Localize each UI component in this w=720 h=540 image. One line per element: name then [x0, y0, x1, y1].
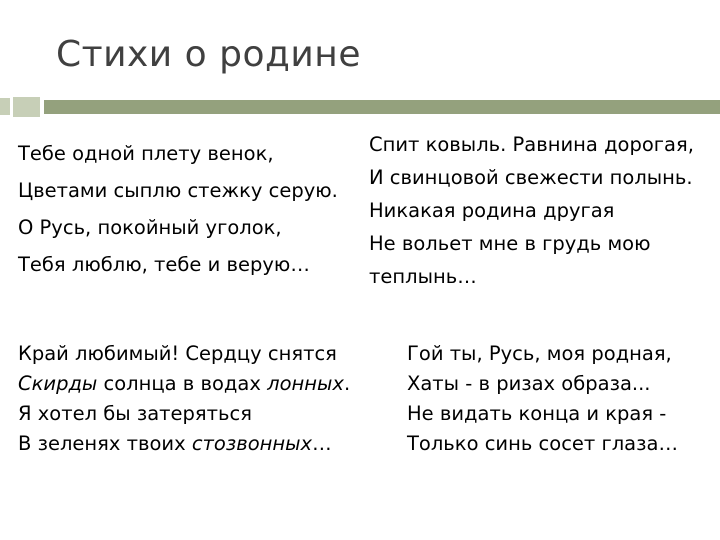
stanza-4 — [407, 339, 678, 459]
stanza-line: теплынь… — [369, 265, 477, 288]
text-run: Я хотел бы затеряться — [18, 402, 252, 425]
stanza-line: Никакая родина другая — [369, 199, 615, 222]
text-run: … — [312, 432, 332, 455]
italic-word: Скирды — [18, 372, 98, 395]
stanza-line — [18, 399, 350, 429]
stanza-line: Хаты - в ризах образа... — [407, 372, 651, 395]
slide-title: Стихи о родине — [56, 34, 361, 75]
text-run: солнца в водах — [97, 372, 268, 395]
stanza-2 — [369, 128, 694, 293]
stanza-line: Не вольет мне в грудь мою — [369, 232, 651, 255]
divider-light-block — [0, 98, 10, 115]
italic-word: лонных — [267, 372, 344, 395]
text-run: В зеленях твоих — [18, 432, 192, 455]
stanza-line — [18, 339, 350, 369]
stanza-line: О Русь, покойный уголок, — [18, 216, 282, 239]
stanza-3 — [18, 339, 350, 459]
divider-square — [13, 97, 40, 117]
text-run: Край любимый! Сердцу снятся — [18, 342, 337, 365]
title-divider — [0, 97, 720, 117]
stanza-line — [18, 369, 350, 399]
stanza-line: Цветами сыплю стежку серую. — [18, 179, 338, 202]
stanza-line: Тебе одной плету венок, — [18, 142, 274, 165]
stanza-line: Только синь сосет глаза… — [407, 432, 678, 455]
text-run: . — [343, 372, 351, 395]
stanza-line: Не видать конца и края - — [407, 402, 667, 425]
stanza-line — [18, 429, 350, 459]
stanza-1 — [18, 135, 338, 283]
italic-word: стозвонных — [191, 432, 313, 455]
stanza-line: Гой ты, Русь, моя родная, — [407, 342, 672, 365]
divider-bar — [44, 100, 720, 114]
stanza-line: Тебя люблю, тебе и верую… — [18, 253, 310, 276]
stanza-line: И свинцовой свежести полынь. — [369, 166, 693, 189]
stanza-line: Спит ковыль. Равнина дорогая, — [369, 133, 694, 156]
